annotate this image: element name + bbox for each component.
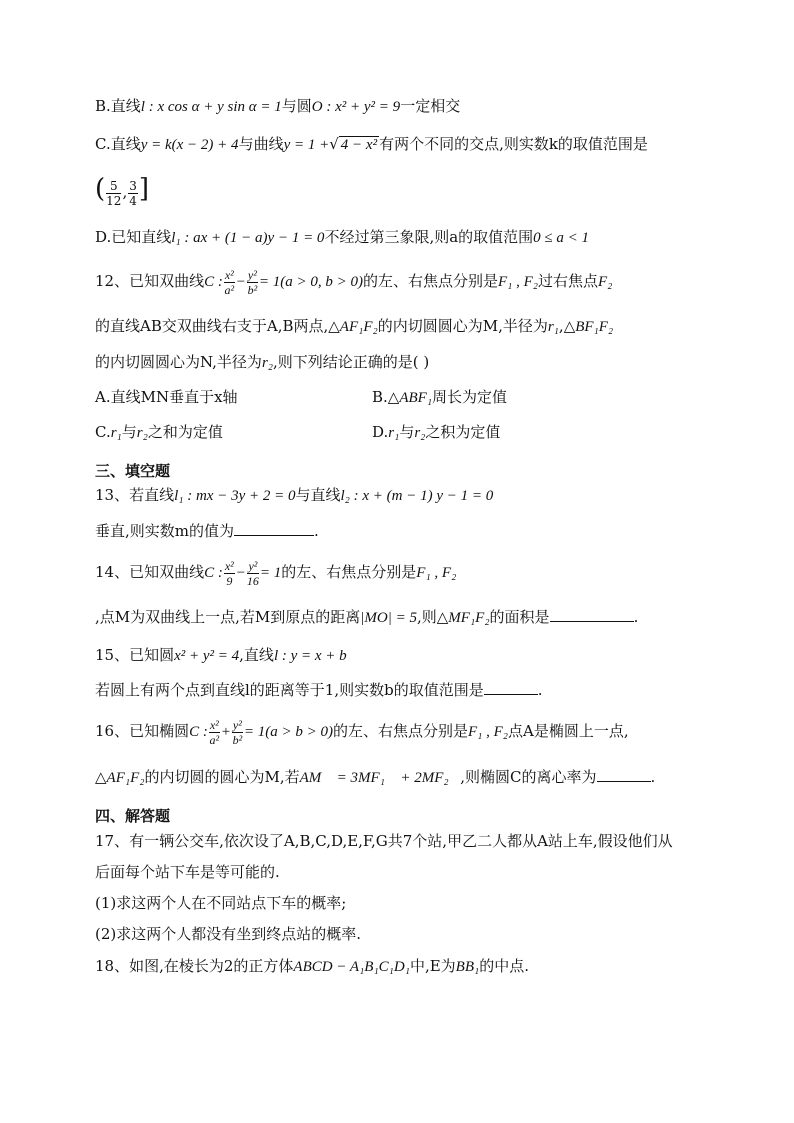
q16-line2: △AF₁F₂的内切圆的圆心为M,若AM⃗ = 3MF₁⃗ + 2MF₂⃗,则椭圆C的离心率为 . [95, 768, 656, 786]
fraction-5-12: $\frac{5}{12}$ [106, 178, 122, 208]
q12-option-a: A.直线MN垂直于x轴 [95, 388, 238, 406]
answer-blank[interactable] [550, 607, 634, 622]
q16-line1: 16、已知椭圆C : $\frac{\text{x²}}{\text{a²}}$ + $\frac{\text{y²}}{\text{b²}}$ = 1(a > b > 0)的左、右焦点分别是F₁ , F₂点A是椭圆上一点, [95, 717, 629, 747]
option-d: D.已知直线l₁ : ax + (1 − a)y − 1 = 0不经过第三象限,则a的取值范围0 ≤ a < 1 [95, 228, 590, 246]
math-line-y: y = k(x − 2) + 4 [140, 137, 239, 153]
answer-blank[interactable] [234, 521, 314, 536]
math-circle-o: O : x² + y² = 9 [311, 99, 401, 115]
sqrt-expression: 4 − x² [340, 137, 378, 153]
math-line-l: l : x cos α + y sin α = 1 [140, 99, 282, 115]
q17-line1: 17、有一辆公交车,依次设了A,B,C,D,E,F,G共7个站,甲乙二人都从A站上车,假设他们从 [95, 832, 673, 850]
fraction-x2-a2: $\frac{\text{x²}}{\text{a²}}$ [224, 267, 235, 297]
math-line-l1: l₁ : ax + (1 − a)y − 1 = 0 [171, 230, 325, 246]
q17-line2: 后面每个站下车是等可能的. [95, 863, 280, 881]
answer-blank[interactable] [597, 767, 651, 782]
q14-line1: 14、已知双曲线C : $\frac{\text{x²}}{9}$ − $\frac{\text{y²}}{16}$ = 1的左、右焦点分别是F₁ , F₂ [95, 558, 457, 588]
fraction-x2-a2: $\frac{\text{x²}}{\text{a²}}$ [209, 717, 220, 747]
q12-line1: 12、已知双曲线C : $\frac{\text{x²}}{\text{a²}}$ − $\frac{\text{y²}}{\text{b²}}$ = 1(a > 0, b > 0)的左、右焦点分别是F₁ , F₂过右焦点F₂ [95, 267, 613, 297]
option-c: C.直线y = k(x − 2) + 4与曲线y = 1 +√ 4 − x² 有两个不同的交点,则实数k的取值范围是 [95, 135, 648, 153]
option-c-range: ( $\frac{5}{12}$ , $\frac{3}{4}$ ] [95, 174, 150, 208]
q18-line1: 18、如图,在棱长为2的正方体ABCD − A₁B₁C₁D₁中,E为BB₁的中点. [95, 957, 529, 975]
q12-line3: 的内切圆圆心为N,半径为r₂,则下列结论正确的是( ) [95, 353, 430, 371]
section-heading-fill-blank: 三、填空题 [95, 462, 171, 480]
vector-equation: AM⃗ = 3MF₁⃗ + 2MF₂⃗ [299, 770, 461, 786]
q12-line2: 的直线AB交双曲线右支于A,B两点,△AF₁F₂的内切圆圆心为M,半径为r₁,△BF₁F₂ [95, 317, 614, 335]
fraction-3-4: $\frac{3}{4}$ [129, 178, 137, 208]
q17-sub2: (2)求这两个人都没有坐到终点站的概率. [95, 925, 362, 943]
q13-line1: 13、若直线l₁ : mx − 3y + 2 = 0与直线l₂ : x + (m − 1) y − 1 = 0 [95, 486, 494, 504]
q15-line2: 若圆上有两个点到直线l的距离等于1,则实数b的取值范围是 . [95, 681, 543, 699]
fraction-y2-b2: $\frac{\text{y²}}{\text{b²}}$ [232, 717, 243, 747]
q14-line2: ,点M为双曲线上一点,若M到原点的距离|MO| = 5,则△MF₁F₂的面积是 . [95, 608, 639, 626]
q13-line2: 垂直,则实数m的值为 . [95, 522, 319, 540]
option-b: B.直线l : x cos α + y sin α = 1与圆O : x² + y² = 9一定相交 [95, 97, 461, 115]
q17-sub1: (1)求这两个人在不同站点下车的概率; [95, 894, 347, 912]
q15-line1: 15、已知圆x² + y² = 4,直线l : y = x + b [95, 646, 347, 664]
math-range: 0 ≤ a < 1 [533, 230, 590, 246]
q12-option-b: B.△ABF₁周长为定值 [372, 388, 508, 406]
q12-option-c: C.r₁与r₂之和为定值 [95, 423, 223, 441]
answer-blank[interactable] [484, 680, 538, 695]
fraction-y2-16: $\frac{\text{y²}}{16}$ [246, 558, 259, 588]
fraction-x2-9: $\frac{\text{x²}}{9}$ [224, 558, 234, 588]
section-heading-solutions: 四、解答题 [95, 807, 171, 825]
fraction-y2-b2: $\frac{\text{y²}}{\text{b²}}$ [247, 267, 258, 297]
q12-option-d: D.r₁与r₂之积为定值 [372, 423, 501, 441]
